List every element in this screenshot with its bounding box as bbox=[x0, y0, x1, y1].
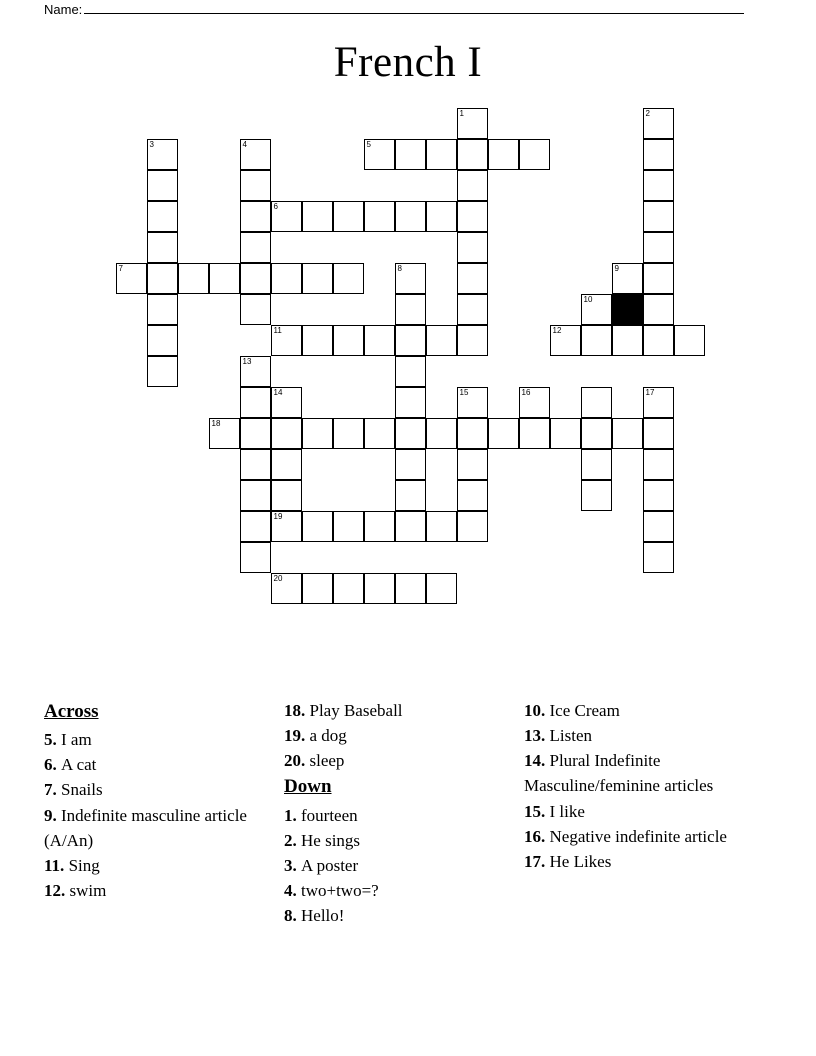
grid-cell[interactable] bbox=[147, 232, 178, 263]
clue-item bbox=[524, 698, 774, 723]
grid-cell-number: 12 bbox=[552, 326, 562, 335]
clue-text: I like bbox=[549, 801, 585, 821]
grid-cell[interactable] bbox=[240, 542, 271, 573]
grid-cell[interactable] bbox=[240, 356, 271, 387]
clue-number: 9. bbox=[44, 805, 61, 825]
grid-cell[interactable] bbox=[643, 325, 674, 356]
grid-cell[interactable] bbox=[147, 325, 178, 356]
clues-section bbox=[44, 698, 774, 928]
grid-cell[interactable] bbox=[457, 418, 488, 449]
grid-cell-number: 8 bbox=[397, 264, 402, 273]
grid-cell[interactable] bbox=[457, 201, 488, 232]
grid-cell[interactable] bbox=[364, 418, 395, 449]
grid-cell-number: 17 bbox=[645, 388, 655, 397]
grid-cell[interactable] bbox=[240, 511, 271, 542]
grid-cell[interactable] bbox=[364, 139, 395, 170]
clue-item bbox=[524, 849, 774, 874]
grid-cell[interactable] bbox=[240, 232, 271, 263]
grid-cell-blocked bbox=[612, 294, 643, 325]
clue-item bbox=[284, 723, 524, 748]
grid-cell[interactable] bbox=[240, 480, 271, 511]
grid-cell[interactable] bbox=[395, 387, 426, 418]
grid-cell[interactable] bbox=[147, 263, 178, 294]
grid-cell[interactable] bbox=[550, 325, 581, 356]
grid-cell[interactable] bbox=[395, 480, 426, 511]
clue-text: Listen bbox=[549, 726, 592, 746]
grid-cell[interactable] bbox=[519, 387, 550, 418]
grid-cell[interactable] bbox=[643, 449, 674, 480]
clues-column-2 bbox=[284, 698, 524, 928]
clue-item bbox=[524, 723, 774, 748]
clues-column-3 bbox=[524, 698, 774, 874]
clue-number: 19. bbox=[284, 726, 310, 746]
grid-cell[interactable] bbox=[581, 294, 612, 325]
clue-number: 1. bbox=[284, 805, 301, 825]
grid-cell-number: 20 bbox=[273, 574, 283, 583]
grid-cell-number: 3 bbox=[149, 140, 154, 149]
grid-cell[interactable] bbox=[674, 325, 705, 356]
grid-cell[interactable] bbox=[147, 294, 178, 325]
clue-text: Plural Indefinite Masculine/feminine articles bbox=[524, 751, 714, 796]
grid-cell[interactable] bbox=[581, 449, 612, 480]
grid-cell-number: 2 bbox=[645, 109, 650, 118]
grid-cell[interactable] bbox=[364, 325, 395, 356]
clue-item bbox=[284, 698, 524, 723]
grid-cell[interactable] bbox=[643, 232, 674, 263]
grid-cell[interactable] bbox=[240, 449, 271, 480]
clue-item bbox=[284, 828, 524, 853]
grid-cell[interactable] bbox=[612, 263, 643, 294]
grid-cell[interactable] bbox=[643, 542, 674, 573]
clue-number: 20. bbox=[284, 751, 310, 771]
clue-item bbox=[284, 748, 524, 773]
grid-cell[interactable] bbox=[581, 418, 612, 449]
grid-cell[interactable] bbox=[581, 387, 612, 418]
grid-cell[interactable] bbox=[333, 573, 364, 604]
grid-cell[interactable] bbox=[612, 418, 643, 449]
clue-number: 6. bbox=[44, 755, 61, 775]
clue-text: Sing bbox=[68, 855, 100, 875]
grid-cell[interactable] bbox=[426, 201, 457, 232]
grid-cell[interactable] bbox=[240, 139, 271, 170]
grid-cell[interactable] bbox=[395, 573, 426, 604]
grid-cell[interactable] bbox=[302, 418, 333, 449]
grid-cell[interactable] bbox=[643, 263, 674, 294]
grid-cell[interactable] bbox=[302, 511, 333, 542]
grid-cell[interactable] bbox=[643, 511, 674, 542]
grid-cell[interactable] bbox=[643, 418, 674, 449]
grid-cell[interactable] bbox=[643, 170, 674, 201]
clue-item bbox=[524, 824, 774, 849]
grid-cell-number: 15 bbox=[459, 388, 469, 397]
name-label: Name: bbox=[44, 2, 83, 17]
clue-text: Indefinite masculine article (A/An) bbox=[44, 805, 247, 850]
clue-text: Ice Cream bbox=[549, 701, 620, 720]
clue-item bbox=[44, 752, 284, 777]
clue-number: 2. bbox=[284, 830, 301, 850]
grid-cell[interactable] bbox=[395, 418, 426, 449]
grid-cell-number: 13 bbox=[242, 357, 252, 366]
clue-number: 7. bbox=[44, 780, 61, 800]
clue-item bbox=[284, 903, 524, 928]
grid-cell[interactable] bbox=[581, 325, 612, 356]
grid-cell[interactable] bbox=[364, 201, 395, 232]
grid-cell[interactable] bbox=[271, 449, 302, 480]
across-heading: Across bbox=[44, 701, 99, 722]
grid-cell[interactable] bbox=[333, 201, 364, 232]
clue-number: 4. bbox=[284, 881, 301, 901]
clue-text: He sings bbox=[301, 830, 361, 850]
grid-cell-number: 4 bbox=[242, 140, 247, 149]
grid-cell[interactable] bbox=[271, 480, 302, 511]
grid-cell[interactable] bbox=[457, 232, 488, 263]
grid-cell[interactable] bbox=[271, 263, 302, 294]
grid-cell-number: 1 bbox=[459, 109, 464, 118]
clue-text: a dog bbox=[309, 726, 347, 746]
clue-item bbox=[44, 777, 284, 802]
grid-cell[interactable] bbox=[426, 511, 457, 542]
clue-number: 10. bbox=[524, 701, 550, 720]
grid-cell-number: 5 bbox=[366, 140, 371, 149]
grid-cell[interactable] bbox=[395, 356, 426, 387]
grid-cell[interactable] bbox=[147, 201, 178, 232]
grid-cell[interactable] bbox=[519, 139, 550, 170]
grid-cell[interactable] bbox=[488, 418, 519, 449]
clue-item bbox=[284, 878, 524, 903]
grid-cell[interactable] bbox=[426, 573, 457, 604]
clue-number: 12. bbox=[44, 881, 70, 901]
grid-cell[interactable] bbox=[612, 325, 643, 356]
clue-text: Snails bbox=[61, 780, 103, 800]
grid-cell[interactable] bbox=[333, 263, 364, 294]
grid-cell[interactable] bbox=[116, 263, 147, 294]
grid-cell-number: 16 bbox=[521, 388, 531, 397]
clue-number: 5. bbox=[44, 730, 61, 750]
grid-cell[interactable] bbox=[426, 325, 457, 356]
grid-cell[interactable] bbox=[395, 201, 426, 232]
grid-cell[interactable] bbox=[643, 294, 674, 325]
name-field-row bbox=[44, 0, 744, 17]
clue-number: 13. bbox=[524, 726, 550, 746]
clue-number: 14. bbox=[524, 751, 550, 771]
grid-cell[interactable] bbox=[550, 418, 581, 449]
clue-number: 3. bbox=[284, 855, 301, 875]
grid-cell[interactable] bbox=[426, 139, 457, 170]
grid-cell[interactable] bbox=[643, 201, 674, 232]
grid-cell[interactable] bbox=[488, 139, 519, 170]
clue-text: He Likes bbox=[549, 851, 612, 871]
grid-cell[interactable] bbox=[395, 294, 426, 325]
grid-cell[interactable] bbox=[240, 170, 271, 201]
grid-cell[interactable] bbox=[302, 325, 333, 356]
clue-text: Play Baseball bbox=[309, 701, 403, 720]
grid-cell[interactable] bbox=[271, 201, 302, 232]
clues-column-1 bbox=[44, 698, 284, 903]
grid-cell[interactable] bbox=[271, 325, 302, 356]
clue-item bbox=[524, 799, 774, 824]
clue-item bbox=[284, 803, 524, 828]
grid-cell[interactable] bbox=[395, 263, 426, 294]
grid-cell[interactable] bbox=[271, 573, 302, 604]
crossword-grid[interactable] bbox=[0, 104, 816, 614]
grid-cell[interactable] bbox=[364, 573, 395, 604]
name-input-line[interactable] bbox=[84, 0, 744, 14]
grid-cell[interactable] bbox=[333, 511, 364, 542]
clue-text: fourteen bbox=[301, 805, 358, 825]
clue-text: swim bbox=[69, 881, 107, 901]
grid-cell[interactable] bbox=[457, 325, 488, 356]
grid-cell[interactable] bbox=[271, 418, 302, 449]
grid-cell[interactable] bbox=[643, 480, 674, 511]
grid-cell[interactable] bbox=[240, 263, 271, 294]
clue-number: 16. bbox=[524, 826, 550, 846]
clue-text: Negative indefinite article bbox=[549, 826, 727, 846]
clue-text: Hello! bbox=[301, 906, 345, 926]
clue-text: I am bbox=[61, 730, 92, 750]
grid-cell-number: 14 bbox=[273, 388, 283, 397]
clue-number: 8. bbox=[284, 906, 301, 926]
crossword-grid-container bbox=[0, 104, 816, 614]
grid-cell-number: 19 bbox=[273, 512, 283, 521]
clue-number: 17. bbox=[524, 851, 550, 871]
grid-cell[interactable] bbox=[643, 139, 674, 170]
grid-cell[interactable] bbox=[302, 573, 333, 604]
grid-cell[interactable] bbox=[426, 418, 457, 449]
grid-cell[interactable] bbox=[333, 418, 364, 449]
grid-cell-number: 11 bbox=[273, 326, 282, 335]
grid-cell-number: 18 bbox=[211, 419, 221, 428]
grid-cell[interactable] bbox=[271, 511, 302, 542]
grid-cell[interactable] bbox=[302, 201, 333, 232]
clue-item bbox=[44, 727, 284, 752]
grid-cell[interactable] bbox=[457, 387, 488, 418]
grid-cell[interactable] bbox=[457, 449, 488, 480]
grid-cell[interactable] bbox=[147, 356, 178, 387]
down-heading: Down bbox=[284, 776, 332, 798]
grid-cell[interactable] bbox=[457, 139, 488, 170]
grid-cell[interactable] bbox=[519, 418, 550, 449]
grid-cell[interactable] bbox=[178, 263, 209, 294]
grid-cell[interactable] bbox=[581, 480, 612, 511]
clue-item bbox=[524, 748, 774, 798]
grid-cell-number: 6 bbox=[273, 202, 278, 211]
clue-text: two+two=? bbox=[301, 881, 379, 901]
grid-cell[interactable] bbox=[240, 201, 271, 232]
grid-cell[interactable] bbox=[395, 139, 426, 170]
grid-cell[interactable] bbox=[209, 418, 240, 449]
clue-item bbox=[44, 853, 284, 878]
grid-cell[interactable] bbox=[643, 387, 674, 418]
grid-cell-number: 9 bbox=[614, 264, 619, 273]
grid-cell[interactable] bbox=[457, 108, 488, 139]
grid-cell[interactable] bbox=[240, 387, 271, 418]
clue-number: 15. bbox=[524, 801, 550, 821]
clue-item bbox=[284, 853, 524, 878]
grid-cell[interactable] bbox=[302, 263, 333, 294]
page-title: French I bbox=[333, 39, 483, 86]
clue-text: A poster bbox=[301, 855, 359, 875]
grid-cell[interactable] bbox=[209, 263, 240, 294]
grid-cell[interactable] bbox=[147, 170, 178, 201]
grid-cell[interactable] bbox=[240, 418, 271, 449]
clue-text: sleep bbox=[309, 751, 345, 771]
clue-number: 18. bbox=[284, 701, 310, 720]
grid-cell[interactable] bbox=[271, 387, 302, 418]
clue-item bbox=[44, 803, 284, 853]
grid-cell[interactable] bbox=[643, 108, 674, 139]
grid-cell[interactable] bbox=[395, 325, 426, 356]
grid-cell-number: 7 bbox=[118, 264, 123, 273]
grid-cell[interactable] bbox=[395, 511, 426, 542]
grid-cell[interactable] bbox=[457, 511, 488, 542]
clue-text: A cat bbox=[61, 755, 97, 775]
grid-cell[interactable] bbox=[240, 294, 271, 325]
grid-cell[interactable] bbox=[364, 511, 395, 542]
grid-cell[interactable] bbox=[457, 294, 488, 325]
grid-cell[interactable] bbox=[395, 449, 426, 480]
clue-number: 11. bbox=[44, 855, 69, 875]
grid-cell[interactable] bbox=[457, 170, 488, 201]
grid-cell[interactable] bbox=[457, 480, 488, 511]
grid-cell[interactable] bbox=[333, 325, 364, 356]
grid-cell-number: 10 bbox=[583, 295, 593, 304]
clue-item bbox=[44, 878, 284, 903]
grid-cell[interactable] bbox=[457, 263, 488, 294]
grid-cell[interactable] bbox=[147, 139, 178, 170]
